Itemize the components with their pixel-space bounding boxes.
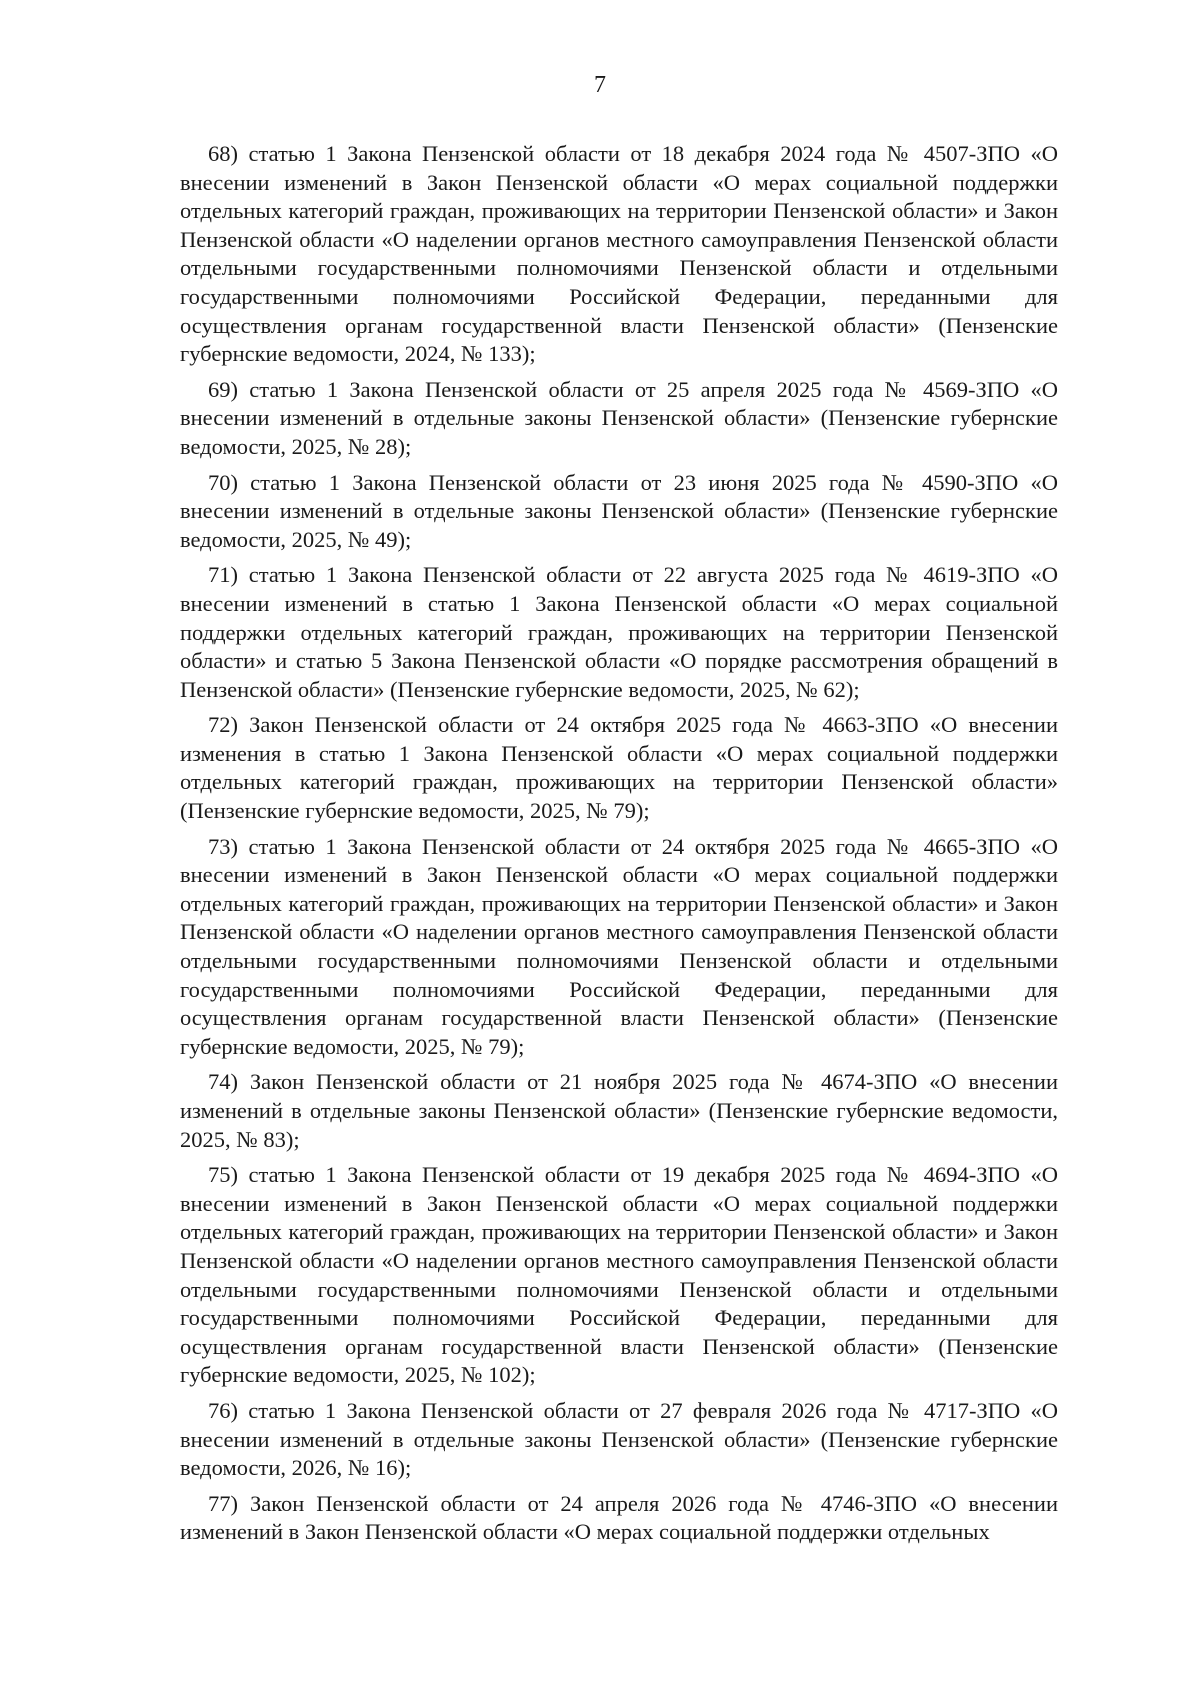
list-item: 70) статью 1 Закона Пензенской области от 23 июня 2025 года № 4590-ЗПО «О внесении изменений в отдельные законы Пензенской области» (Пензенские губернские ведомости, 2025, № 49); [180,469,1058,552]
list-item: 77) Закон Пензенской области от 24 апреля 2026 года № 4746-ЗПО «О внесении изменений в Закон Пензенской области «О мерах социальной поддержки отдельных [180,1490,1058,1545]
list-item: 71) статью 1 Закона Пензенской области от 22 августа 2025 года № 4619-ЗПО «О внесении изменений в статью 1 Закона Пензенской области «О мерах социальной поддержки отдельных категорий граждан, проживающих на территории Пензенской области» и статью 5 Закона Пензенской области «О порядке рассмотрения обращений в Пензенской области» (Пензенские губернские ведомости, 2025, № 62); [180,562,1058,702]
list-item: 73) статью 1 Закона Пензенской области от 24 октября 2025 года № 4665-ЗПО «О внесении изменений в Закон Пензенской области «О мерах социальной поддержки отдельных категорий граждан, проживающих на территории Пензенской области» и Закон Пензенской области «О наделении органов местного самоуправления Пензенской области отдельными государственными полномочиями Пензенской области и отдельными государственными полномочиями Российской Федерации, переданными для осуществления органам государственной власти Пензенской области» (Пензенские губернские ведомости, 2025, № 79); [180,833,1058,1059]
list-item: 76) статью 1 Закона Пензенской области от 27 февраля 2026 года № 4717-ЗПО «О внесении изменений в отдельные законы Пензенской области» (Пензенские губернские ведомости, 2026, № 16); [180,1397,1058,1481]
law-list [180,140,1058,1554]
list-item: 69) статью 1 Закона Пензенской области от 25 апреля 2025 года № 4569-ЗПО «О внесении изменений в отдельные законы Пензенской области» (Пензенские губернские ведомости, 2025, № 28); [180,376,1058,459]
list-item: 72) Закон Пензенской области от 24 октября 2025 года № 4663-ЗПО «О внесении изменения в статью 1 Закона Пензенской области «О мерах социальной поддержки отдельных категорий граждан, проживающих на территории Пензенской области» (Пензенские губернские ведомости, 2025, № 79); [180,712,1058,824]
page-number: 7 [594,72,606,98]
list-item: 75) статью 1 Закона Пензенской области от 19 декабря 2025 года № 4694-ЗПО «О внесении изменений в Закон Пензенской области «О мерах социальной поддержки отдельных категорий граждан, проживающих на территории Пензенской области» и Закон Пензенской области «О наделении органов местного самоуправления Пензенской области отдельными государственными полномочиями Пензенской области и отдельными государственными полномочиями Российской Федерации, переданными для осуществления органам государственной власти Пензенской области» (Пензенские губернские ведомости, 2025, № 102); [180,1162,1058,1388]
list-item: 68) статью 1 Закона Пензенской области от 18 декабря 2024 года № 4507-ЗПО «О внесении изменений в Закон Пензенской области «О мерах социальной поддержки отдельных категорий граждан, проживающих на территории Пензенской области» и Закон Пензенской области «О наделении органов местного самоуправления Пензенской области отдельными государственными полномочиями Пензенской области и отдельными государственными полномочиями Российской Федерации, переданными для осуществления органам государственной власти Пензенской области» (Пензенские губернские ведомости, 2024, № 133); [180,141,1058,367]
list-item: 74) Закон Пензенской области от 21 ноября 2025 года № 4674-ЗПО «О внесении изменений в отдельные законы Пензенской области» (Пензенские губернские ведомости, 2025, № 83); [180,1069,1058,1152]
